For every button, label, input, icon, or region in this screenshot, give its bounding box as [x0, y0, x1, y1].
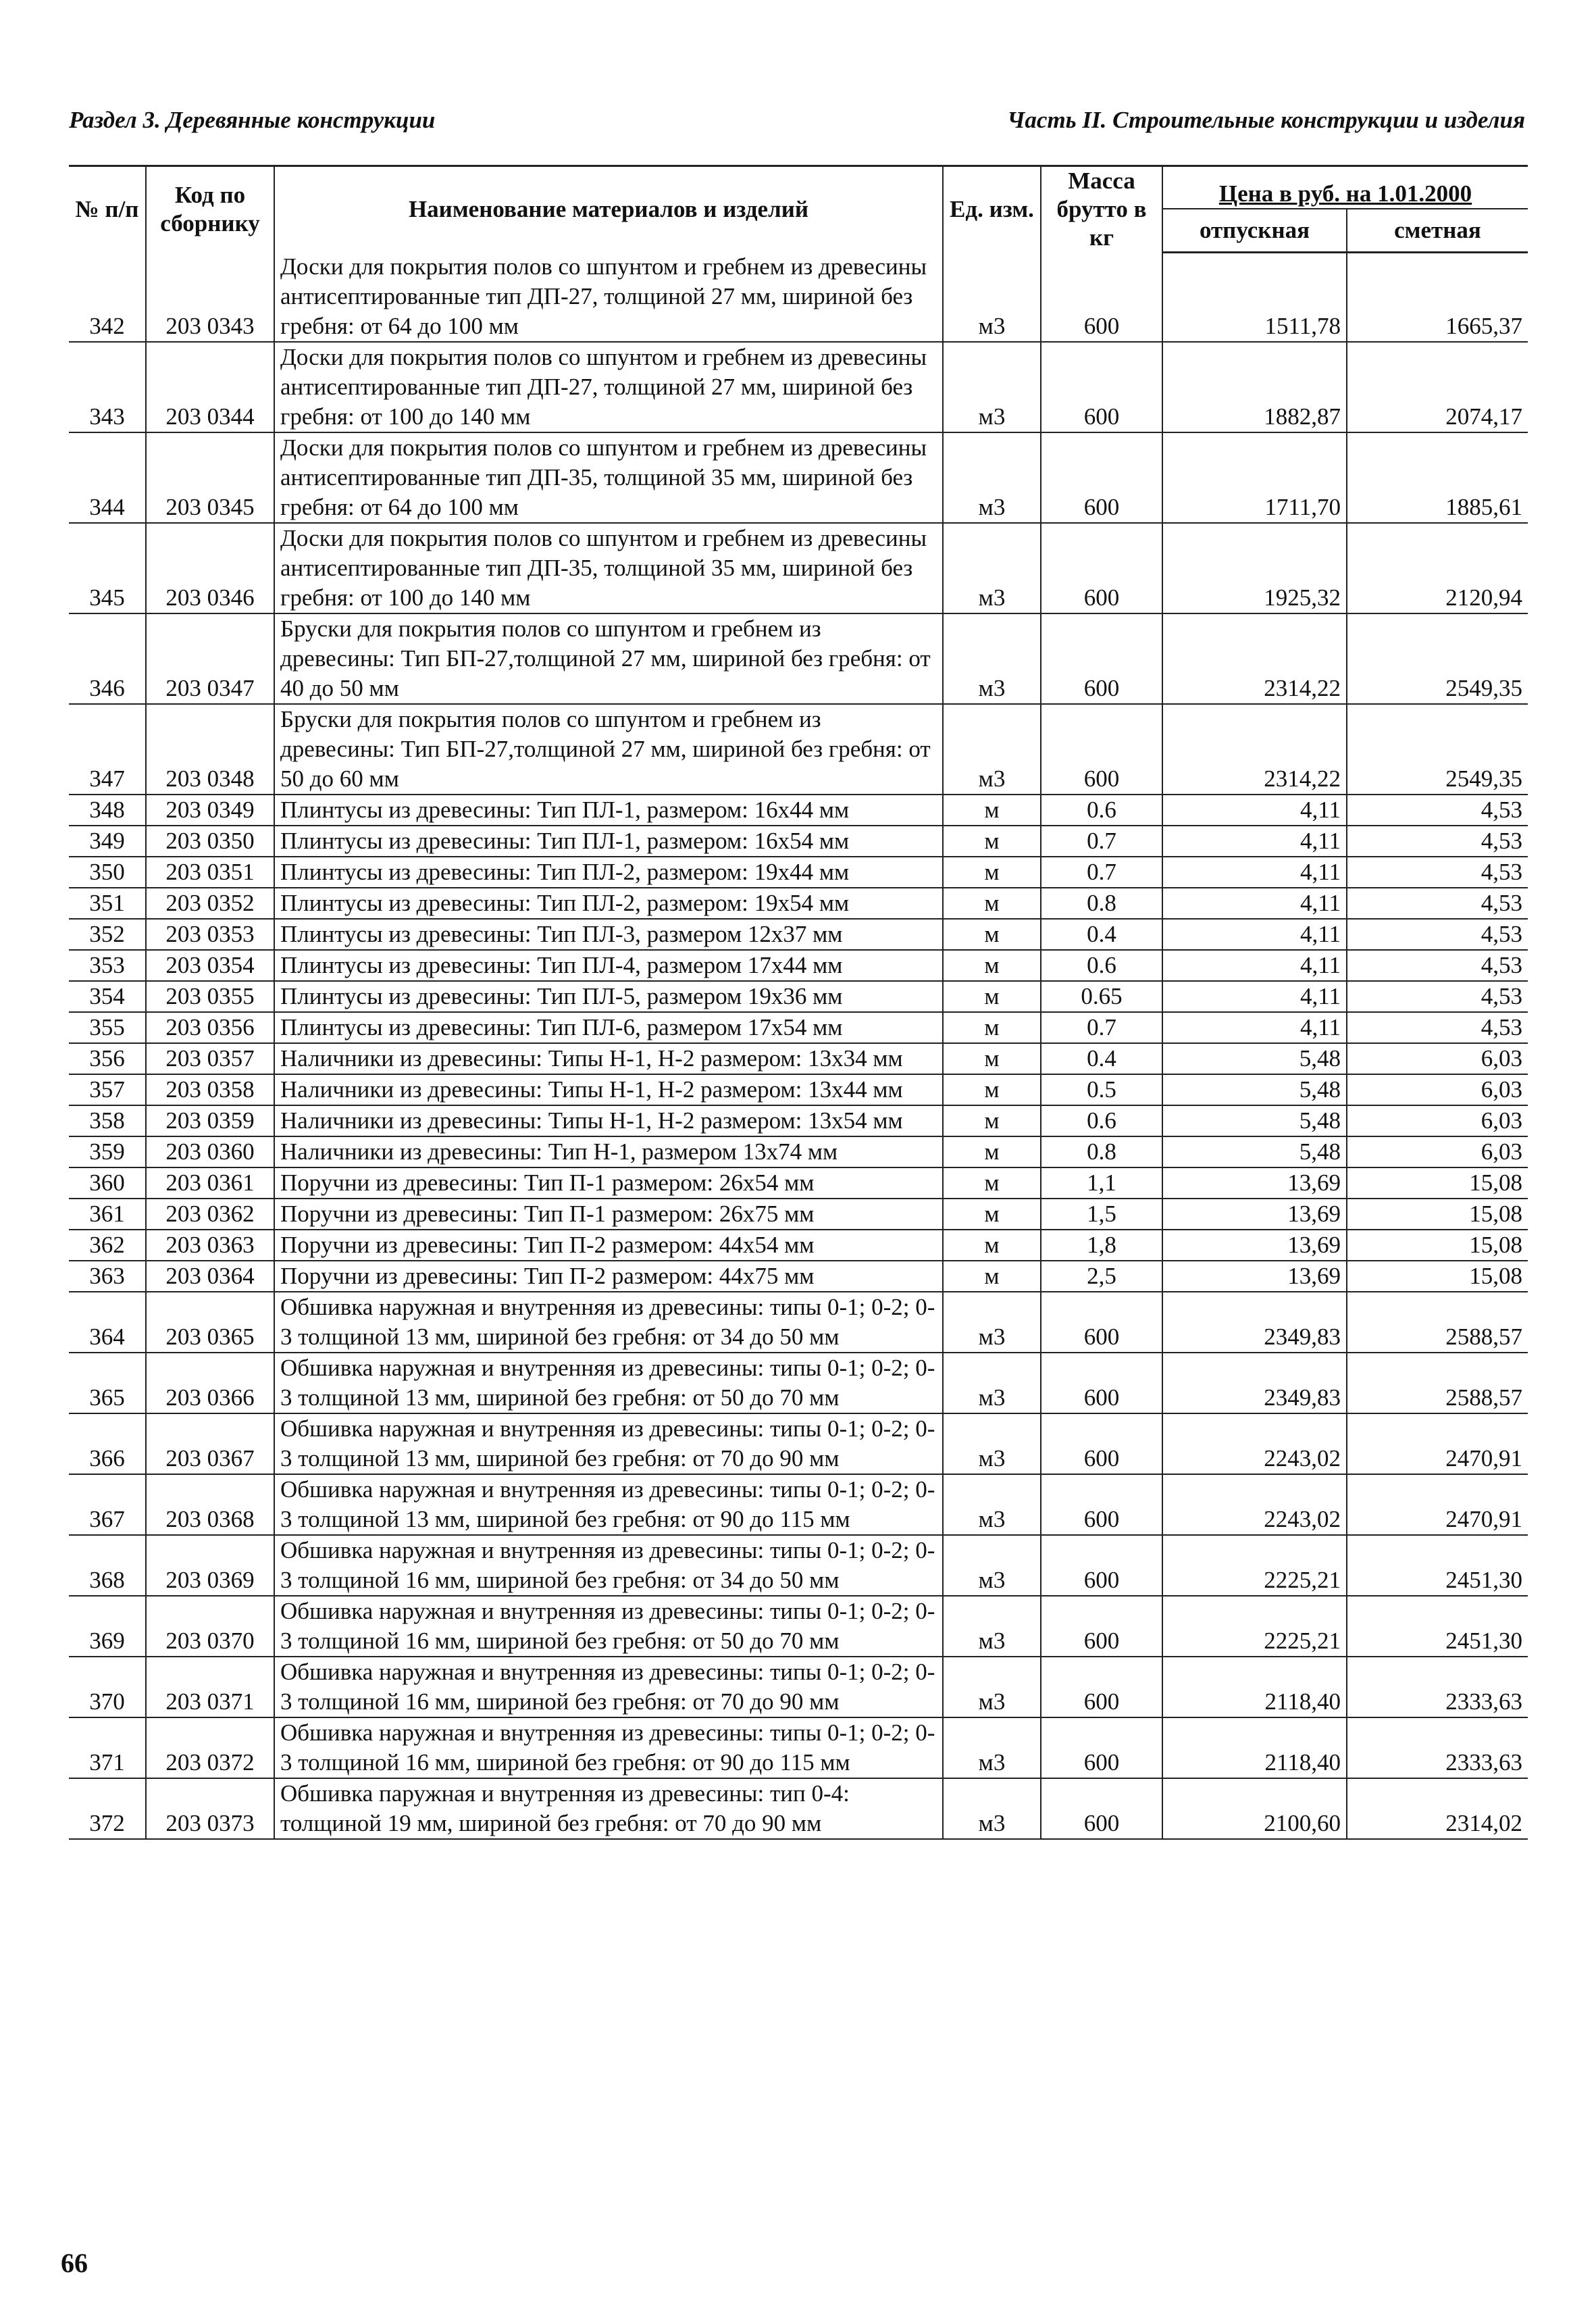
row-release-price: 2314,22: [1162, 704, 1347, 795]
row-unit: м: [943, 1105, 1041, 1136]
row-number: 369: [69, 1596, 146, 1657]
row-unit: м3: [943, 523, 1041, 613]
row-estimate-price: 15,08: [1347, 1167, 1528, 1199]
row-code: 203 0356: [146, 1012, 274, 1043]
table-row: [69, 1261, 1528, 1292]
row-code: 203 0344: [146, 342, 274, 432]
row-estimate-price: 2074,17: [1347, 342, 1528, 432]
row-name: Бруски для покрытия полов со шпунтом и гребнем из древесины: Тип БП-27,толщиной 27 мм, шириной без гребня: от 50 до 60 мм: [274, 704, 943, 795]
row-unit: м3: [943, 1413, 1041, 1474]
row-mass: 600: [1041, 1657, 1162, 1717]
row-code: 203 0351: [146, 857, 274, 888]
price-header-label: Цена в руб. на 1.01.2000: [1218, 180, 1472, 207]
row-estimate-price: 1885,61: [1347, 432, 1528, 523]
row-release-price: 4,11: [1162, 950, 1347, 981]
row-unit: м: [943, 981, 1041, 1012]
row-mass: 600: [1041, 1413, 1162, 1474]
row-code: 203 0361: [146, 1167, 274, 1199]
row-unit: м: [943, 950, 1041, 981]
row-release-price: 2243,02: [1162, 1474, 1347, 1535]
row-release-price: 4,11: [1162, 919, 1347, 950]
row-mass: 0.6: [1041, 950, 1162, 981]
row-number: 371: [69, 1717, 146, 1778]
row-mass: 0.8: [1041, 1136, 1162, 1167]
row-number: 357: [69, 1074, 146, 1105]
row-number: 354: [69, 981, 146, 1012]
row-estimate-price: 4,53: [1347, 1012, 1528, 1043]
row-number: 342: [69, 252, 146, 342]
row-release-price: 2225,21: [1162, 1596, 1347, 1657]
row-release-price: 1925,32: [1162, 523, 1347, 613]
row-release-price: 4,11: [1162, 795, 1347, 826]
row-mass: 600: [1041, 1778, 1162, 1839]
row-code: 203 0345: [146, 432, 274, 523]
table-row: [69, 888, 1528, 919]
row-number: 350: [69, 857, 146, 888]
row-estimate-price: 15,08: [1347, 1230, 1528, 1261]
row-estimate-price: 2549,35: [1347, 613, 1528, 704]
row-mass: 600: [1041, 1474, 1162, 1535]
row-unit: м: [943, 1074, 1041, 1105]
row-name: Обшивка наружная и внутренняя из древесины: типы 0-1; 0-2; 0-3 толщиной 16 мм, шириной без гребня: от 70 до 90 мм: [274, 1657, 943, 1717]
row-release-price: 2349,83: [1162, 1292, 1347, 1353]
row-unit: м: [943, 857, 1041, 888]
row-release-price: 5,48: [1162, 1074, 1347, 1105]
row-name: Плинтусы из древесины: Тип ПЛ-5, размером 19х36 мм: [274, 981, 943, 1012]
row-mass: 1,1: [1041, 1167, 1162, 1199]
row-estimate-price: 6,03: [1347, 1105, 1528, 1136]
table-row: [69, 1717, 1528, 1778]
row-name: Бруски для покрытия полов со шпунтом и гребнем из древесины: Тип БП-27,толщиной 27 мм, шириной без гребня: от 40 до 50 мм: [274, 613, 943, 704]
row-estimate-price: 4,53: [1347, 826, 1528, 857]
row-name: Обшивка наружная и внутренняя из древесины: типы 0-1; 0-2; 0-3 толщиной 16 мм, шириной без гребня: от 50 до 70 мм: [274, 1596, 943, 1657]
row-name: Поручни из древесины: Тип П-2 размером: 44х54 мм: [274, 1230, 943, 1261]
row-unit: м: [943, 919, 1041, 950]
table-row: [69, 919, 1528, 950]
row-name: Обшивка паружная и внутренняя из древесины: тип 0-4: толщиной 19 мм, шириной без гребня: от 70 до 90 мм: [274, 1778, 943, 1839]
table-row: [69, 857, 1528, 888]
col-code-header: Код по сборнику: [146, 166, 274, 253]
row-number: 356: [69, 1043, 146, 1074]
table-row: [69, 1353, 1528, 1413]
row-name: Поручни из древесины: Тип П-1 размером: 26х75 мм: [274, 1199, 943, 1230]
row-unit: м3: [943, 1292, 1041, 1353]
table-row: [69, 1230, 1528, 1261]
row-number: 365: [69, 1353, 146, 1413]
row-name: Плинтусы из древесины: Тип ПЛ-3, размером 12х37 мм: [274, 919, 943, 950]
row-estimate-price: 6,03: [1347, 1043, 1528, 1074]
row-name: Доски для покрытия полов со шпунтом и гребнем из древесины антисептированные тип ДП-35, толщиной 35 мм, шириной без гребня: от 100 до 140 мм: [274, 523, 943, 613]
row-number: 349: [69, 826, 146, 857]
row-code: 203 0359: [146, 1105, 274, 1136]
row-mass: 600: [1041, 1596, 1162, 1657]
row-number: 344: [69, 432, 146, 523]
table-row: [69, 1413, 1528, 1474]
row-name: Плинтусы из древесины: Тип ПЛ-6, размером 17х54 мм: [274, 1012, 943, 1043]
table-row: [69, 1199, 1528, 1230]
row-name: Обшивка наружная и внутренняя из древесины: типы 0-1; 0-2; 0-3 толщиной 16 мм, шириной без гребня: от 34 до 50 мм: [274, 1535, 943, 1596]
row-release-price: 13,69: [1162, 1230, 1347, 1261]
row-code: 203 0367: [146, 1413, 274, 1474]
row-estimate-price: 2333,63: [1347, 1717, 1528, 1778]
table-row: [69, 252, 1528, 342]
row-name: Обшивка наружная и внутренняя из древесины: типы 0-1; 0-2; 0-3 толщиной 13 мм, шириной без гребня: от 34 до 50 мм: [274, 1292, 943, 1353]
row-unit: м3: [943, 1717, 1041, 1778]
table-row: [69, 342, 1528, 432]
table-row: [69, 1136, 1528, 1167]
row-code: 203 0363: [146, 1230, 274, 1261]
row-number: 372: [69, 1778, 146, 1839]
table-row: [69, 613, 1528, 704]
row-estimate-price: 2451,30: [1347, 1596, 1528, 1657]
row-unit: м: [943, 1199, 1041, 1230]
row-release-price: 4,11: [1162, 981, 1347, 1012]
table-row: [69, 1167, 1528, 1199]
row-name: Обшивка наружная и внутренняя из древесины: типы 0-1; 0-2; 0-3 толщиной 13 мм, шириной без гребня: от 50 до 70 мм: [274, 1353, 943, 1413]
row-code: 203 0346: [146, 523, 274, 613]
row-mass: 600: [1041, 704, 1162, 795]
table-body: [69, 252, 1528, 1839]
col-estimate-price-header: сметная: [1347, 209, 1528, 252]
row-unit: м3: [943, 1535, 1041, 1596]
row-number: 359: [69, 1136, 146, 1167]
row-code: 203 0373: [146, 1778, 274, 1839]
row-number: 346: [69, 613, 146, 704]
row-code: 203 0348: [146, 704, 274, 795]
row-unit: м: [943, 1230, 1041, 1261]
row-name: Наличники из древесины: Типы Н-1, Н-2 размером: 13х34 мм: [274, 1043, 943, 1074]
row-unit: м: [943, 795, 1041, 826]
row-unit: м3: [943, 1657, 1041, 1717]
row-mass: 0.7: [1041, 826, 1162, 857]
row-release-price: 2100,60: [1162, 1778, 1347, 1839]
row-code: 203 0357: [146, 1043, 274, 1074]
row-name: Плинтусы из древесины: Тип ПЛ-2, размером: 19х54 мм: [274, 888, 943, 919]
row-number: 367: [69, 1474, 146, 1535]
row-estimate-price: 2451,30: [1347, 1535, 1528, 1596]
table-row: [69, 1043, 1528, 1074]
row-release-price: 4,11: [1162, 888, 1347, 919]
row-code: 203 0360: [146, 1136, 274, 1167]
col-number-header: № п/п: [69, 166, 146, 253]
row-release-price: 2118,40: [1162, 1657, 1347, 1717]
row-unit: м3: [943, 1353, 1041, 1413]
table-row: [69, 1596, 1528, 1657]
price-table: [69, 165, 1528, 1840]
row-code: 203 0370: [146, 1596, 274, 1657]
row-code: 203 0355: [146, 981, 274, 1012]
row-estimate-price: 4,53: [1347, 888, 1528, 919]
row-unit: м: [943, 826, 1041, 857]
row-code: 203 0365: [146, 1292, 274, 1353]
row-code: 203 0371: [146, 1657, 274, 1717]
row-name: Плинтусы из древесины: Тип ПЛ-2, размером: 19х44 мм: [274, 857, 943, 888]
table-row: [69, 432, 1528, 523]
table-row: [69, 1778, 1528, 1839]
row-number: 343: [69, 342, 146, 432]
row-mass: 0.4: [1041, 919, 1162, 950]
row-mass: 0.8: [1041, 888, 1162, 919]
row-number: 364: [69, 1292, 146, 1353]
row-name: Наличники из древесины: Тип Н-1, размером 13х74 мм: [274, 1136, 943, 1167]
row-unit: м: [943, 1167, 1041, 1199]
row-name: Поручни из древесины: Тип П-2 размером: 44х75 мм: [274, 1261, 943, 1292]
row-estimate-price: 15,08: [1347, 1261, 1528, 1292]
row-release-price: 1511,78: [1162, 252, 1347, 342]
row-mass: 600: [1041, 1535, 1162, 1596]
row-release-price: 2243,02: [1162, 1413, 1347, 1474]
row-mass: 0.6: [1041, 1105, 1162, 1136]
row-number: 368: [69, 1535, 146, 1596]
row-number: 358: [69, 1105, 146, 1136]
page-number: 66: [61, 2248, 88, 2278]
row-code: 203 0349: [146, 795, 274, 826]
col-mass-header: Масса брутто в кг: [1041, 166, 1162, 253]
row-estimate-price: 2470,91: [1347, 1413, 1528, 1474]
row-name: Наличники из древесины: Типы Н-1, Н-2 размером: 13х44 мм: [274, 1074, 943, 1105]
row-mass: 0.65: [1041, 981, 1162, 1012]
table-row: [69, 1535, 1528, 1596]
row-estimate-price: 4,53: [1347, 950, 1528, 981]
table-row: [69, 826, 1528, 857]
row-mass: 0.4: [1041, 1043, 1162, 1074]
row-number: 355: [69, 1012, 146, 1043]
row-code: 203 0353: [146, 919, 274, 950]
row-mass: 0.7: [1041, 1012, 1162, 1043]
row-release-price: 4,11: [1162, 857, 1347, 888]
row-number: 347: [69, 704, 146, 795]
row-unit: м3: [943, 613, 1041, 704]
col-price-header: [1162, 166, 1528, 209]
row-estimate-price: 2333,63: [1347, 1657, 1528, 1717]
row-unit: м: [943, 1043, 1041, 1074]
row-name: Обшивка наружная и внутренняя из древесины: типы 0-1; 0-2; 0-3 толщиной 16 мм, шириной без гребня: от 90 до 115 мм: [274, 1717, 943, 1778]
row-number: 353: [69, 950, 146, 981]
row-mass: 600: [1041, 342, 1162, 432]
row-name: Плинтусы из древесины: Тип ПЛ-1, размером: 16х54 мм: [274, 826, 943, 857]
row-estimate-price: 2588,57: [1347, 1353, 1528, 1413]
row-estimate-price: 4,53: [1347, 981, 1528, 1012]
table-row: [69, 1074, 1528, 1105]
col-unit-header: Ед. изм.: [943, 166, 1041, 253]
row-code: 203 0372: [146, 1717, 274, 1778]
row-code: 203 0364: [146, 1261, 274, 1292]
col-release-price-header: отпускная: [1162, 209, 1347, 252]
table-row: [69, 950, 1528, 981]
row-estimate-price: 6,03: [1347, 1136, 1528, 1167]
row-mass: 600: [1041, 1717, 1162, 1778]
row-unit: м3: [943, 432, 1041, 523]
row-code: 203 0362: [146, 1199, 274, 1230]
row-release-price: 13,69: [1162, 1167, 1347, 1199]
row-estimate-price: 2549,35: [1347, 704, 1528, 795]
row-unit: м3: [943, 1778, 1041, 1839]
table-row: [69, 981, 1528, 1012]
row-release-price: 5,48: [1162, 1105, 1347, 1136]
table-header: [69, 166, 1528, 253]
row-code: 203 0343: [146, 252, 274, 342]
row-number: 361: [69, 1199, 146, 1230]
row-code: 203 0369: [146, 1535, 274, 1596]
row-mass: 0.5: [1041, 1074, 1162, 1105]
row-unit: м3: [943, 252, 1041, 342]
row-number: 362: [69, 1230, 146, 1261]
row-mass: 2,5: [1041, 1261, 1162, 1292]
row-estimate-price: 2120,94: [1347, 523, 1528, 613]
row-name: Доски для покрытия полов со шпунтом и гребнем из древесины антисептированные тип ДП-35, толщиной 35 мм, шириной без гребня: от 64 до 100 мм: [274, 432, 943, 523]
row-mass: 600: [1041, 1292, 1162, 1353]
row-mass: 0.7: [1041, 857, 1162, 888]
row-number: 366: [69, 1413, 146, 1474]
row-code: 203 0347: [146, 613, 274, 704]
row-name: Обшивка наружная и внутренняя из древесины: типы 0-1; 0-2; 0-3 толщиной 13 мм, шириной без гребня: от 90 до 115 мм: [274, 1474, 943, 1535]
row-unit: м3: [943, 1596, 1041, 1657]
row-mass: 1,8: [1041, 1230, 1162, 1261]
row-unit: м3: [943, 704, 1041, 795]
row-name: Плинтусы из древесины: Тип ПЛ-1, размером: 16х44 мм: [274, 795, 943, 826]
row-unit: м: [943, 888, 1041, 919]
row-code: 203 0352: [146, 888, 274, 919]
row-mass: 600: [1041, 523, 1162, 613]
row-name: Доски для покрытия полов со шпунтом и гребнем из древесины антисептированные тип ДП-27, толщиной 27 мм, шириной без гребня: от 100 до 140 мм: [274, 342, 943, 432]
row-number: 352: [69, 919, 146, 950]
row-release-price: 2349,83: [1162, 1353, 1347, 1413]
row-number: 345: [69, 523, 146, 613]
row-name: Наличники из древесины: Типы Н-1, Н-2 размером: 13х54 мм: [274, 1105, 943, 1136]
row-release-price: 5,48: [1162, 1136, 1347, 1167]
table-row: [69, 1657, 1528, 1717]
table-row: [69, 1292, 1528, 1353]
row-release-price: 1711,70: [1162, 432, 1347, 523]
row-estimate-price: 4,53: [1347, 795, 1528, 826]
row-release-price: 1882,87: [1162, 342, 1347, 432]
row-mass: 600: [1041, 252, 1162, 342]
row-estimate-price: 15,08: [1347, 1199, 1528, 1230]
row-mass: 1,5: [1041, 1199, 1162, 1230]
row-release-price: 2314,22: [1162, 613, 1347, 704]
table-row: [69, 1012, 1528, 1043]
row-release-price: 4,11: [1162, 826, 1347, 857]
table-row: [69, 1474, 1528, 1535]
row-estimate-price: 4,53: [1347, 857, 1528, 888]
row-code: 203 0354: [146, 950, 274, 981]
row-code: 203 0358: [146, 1074, 274, 1105]
row-unit: м3: [943, 1474, 1041, 1535]
row-estimate-price: 6,03: [1347, 1074, 1528, 1105]
row-number: 363: [69, 1261, 146, 1292]
col-name-header: Наименование материалов и изделий: [274, 166, 943, 253]
row-mass: 600: [1041, 613, 1162, 704]
table-row: [69, 795, 1528, 826]
row-unit: м3: [943, 342, 1041, 432]
row-unit: м: [943, 1261, 1041, 1292]
row-release-price: 2225,21: [1162, 1535, 1347, 1596]
row-release-price: 2118,40: [1162, 1717, 1347, 1778]
row-mass: 0.6: [1041, 795, 1162, 826]
row-estimate-price: 2314,02: [1347, 1778, 1528, 1839]
part-header: Часть II. Строительные конструкции и изделия: [1007, 107, 1525, 133]
row-release-price: 13,69: [1162, 1199, 1347, 1230]
row-mass: 600: [1041, 1353, 1162, 1413]
row-mass: 600: [1041, 432, 1162, 523]
row-code: 203 0368: [146, 1474, 274, 1535]
section-header: Раздел 3. Деревянные конструкции: [69, 107, 436, 133]
row-code: 203 0350: [146, 826, 274, 857]
row-estimate-price: 2470,91: [1347, 1474, 1528, 1535]
table-row: [69, 704, 1528, 795]
row-code: 203 0366: [146, 1353, 274, 1413]
row-release-price: 5,48: [1162, 1043, 1347, 1074]
row-number: 348: [69, 795, 146, 826]
row-name: Плинтусы из древесины: Тип ПЛ-4, размером 17х44 мм: [274, 950, 943, 981]
row-estimate-price: 2588,57: [1347, 1292, 1528, 1353]
row-estimate-price: 4,53: [1347, 919, 1528, 950]
table-row: [69, 523, 1528, 613]
row-number: 370: [69, 1657, 146, 1717]
row-name: Поручни из древесины: Тип П-1 размером: 26х54 мм: [274, 1167, 943, 1199]
row-release-price: 4,11: [1162, 1012, 1347, 1043]
row-number: 360: [69, 1167, 146, 1199]
row-unit: м: [943, 1012, 1041, 1043]
row-estimate-price: 1665,37: [1347, 252, 1528, 342]
row-unit: м: [943, 1136, 1041, 1167]
row-name: Доски для покрытия полов со шпунтом и гребнем из древесины антисептированные тип ДП-27, толщиной 27 мм, шириной без гребня: от 64 до 100 мм: [274, 252, 943, 342]
row-release-price: 13,69: [1162, 1261, 1347, 1292]
table-row: [69, 1105, 1528, 1136]
row-name: Обшивка наружная и внутренняя из древесины: типы 0-1; 0-2; 0-3 толщиной 13 мм, шириной без гребня: от 70 до 90 мм: [274, 1413, 943, 1474]
row-number: 351: [69, 888, 146, 919]
